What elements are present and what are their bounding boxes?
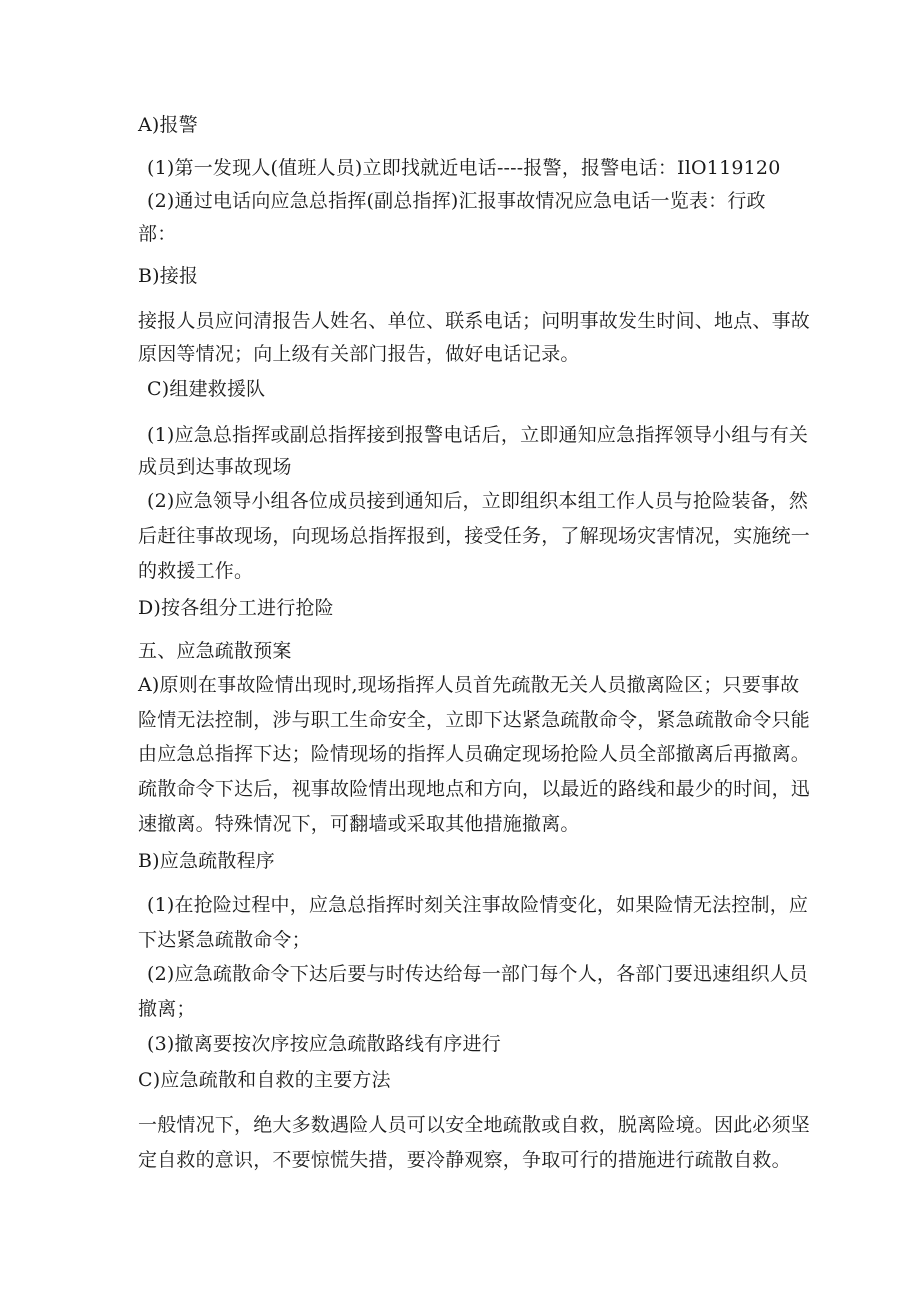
section-c-item-2-line-3: 的救援工作。 xyxy=(138,560,254,582)
section-b-heading: B)接报 xyxy=(138,265,199,287)
section-d-heading: D)按各组分工进行抢险 xyxy=(138,597,334,619)
section-5c-paragraph-line-2: 定自救的意识，不要惊慌失措，要冷静观察，争取可行的措施进行疏散自救。 xyxy=(138,1149,791,1171)
section-a-item-2-line-1: (2)通过电话向应急总指挥(副总指挥)汇报事故情况应急电话一览表：行政 xyxy=(147,190,766,212)
section-5b-item-3: (3)撤离要按次序按应急疏散路线有序进行 xyxy=(147,1033,501,1055)
section-a-heading: A)报警 xyxy=(138,114,198,136)
section-5-heading: 五、应急疏散预案 xyxy=(138,640,292,662)
section-5b-item-2-line-1: (2)应急疏散命令下达后要与时传达给每一部门每个人，各部门要迅速组织人员 xyxy=(147,963,809,985)
section-b-paragraph-line-2: 原因等情况；向上级有关部门报告，做好电话记录。 xyxy=(138,343,580,365)
section-5b-heading: B)应急疏散程序 xyxy=(138,850,275,872)
section-b-paragraph-line-1: 接报人员应问清报告人姓名、单位、联系电话；问明事故发生时间、地点、事故 xyxy=(138,310,811,332)
section-c-item-2-line-2: 后赶往事故现场，向现场总指挥报到，接受任务，了解现场灾害情况，实施统一 xyxy=(138,525,811,547)
section-c-item-1-line-1: (1)应急总指挥或副总指挥接到报警电话后，立即通知应急指挥领导小组与有关 xyxy=(147,424,809,446)
section-a-item-1: (1)第一发现人(值班人员)立即找就近电话----报警，报警电话：IlO119120 xyxy=(147,157,781,179)
section-5a-line-5: 速撤离。特殊情况下，可翻墙或采取其他措施撤离。 xyxy=(138,813,580,835)
section-a-item-2-line-2: 部： xyxy=(138,223,177,245)
section-5b-item-2-line-2: 撤离； xyxy=(138,998,196,1020)
section-c-item-1-line-2: 成员到达事故现场 xyxy=(138,456,292,478)
section-5c-paragraph-line-1: 一般情况下，绝大多数遇险人员可以安全地疏散或自救，脱离险境。因此必须坚 xyxy=(138,1114,811,1136)
section-5b-item-1-line-2: 下达紧急疏散命令； xyxy=(138,929,311,951)
section-5a-line-1: A)原则在事故险情出现时,现场指挥人员首先疏散无关人员撤离险区；只要事故 xyxy=(138,674,800,696)
section-c-item-2-line-1: (2)应急领导小组各位成员接到通知后，立即组织本组工作人员与抢险装备，然 xyxy=(147,490,809,512)
section-c-heading: C)组建救援队 xyxy=(147,378,266,400)
section-5a-line-2: 险情无法控制，涉与职工生命安全，立即下达紧急疏散命令，紧急疏散命令只能 xyxy=(138,709,811,731)
section-5a-line-4: 疏散命令下达后，视事故险情出现地点和方向，以最近的路线和最少的时间，迅 xyxy=(138,778,811,800)
section-5a-line-3: 由应急总指挥下达；险情现场的指挥人员确定现场抢险人员全部撤离后再撤离。 xyxy=(138,743,811,765)
section-5b-item-1-line-1: (1)在抢险过程中，应急总指挥时刻关注事故险情变化，如果险情无法控制，应 xyxy=(147,894,809,916)
section-5c-heading: C)应急疏散和自救的主要方法 xyxy=(138,1069,391,1091)
